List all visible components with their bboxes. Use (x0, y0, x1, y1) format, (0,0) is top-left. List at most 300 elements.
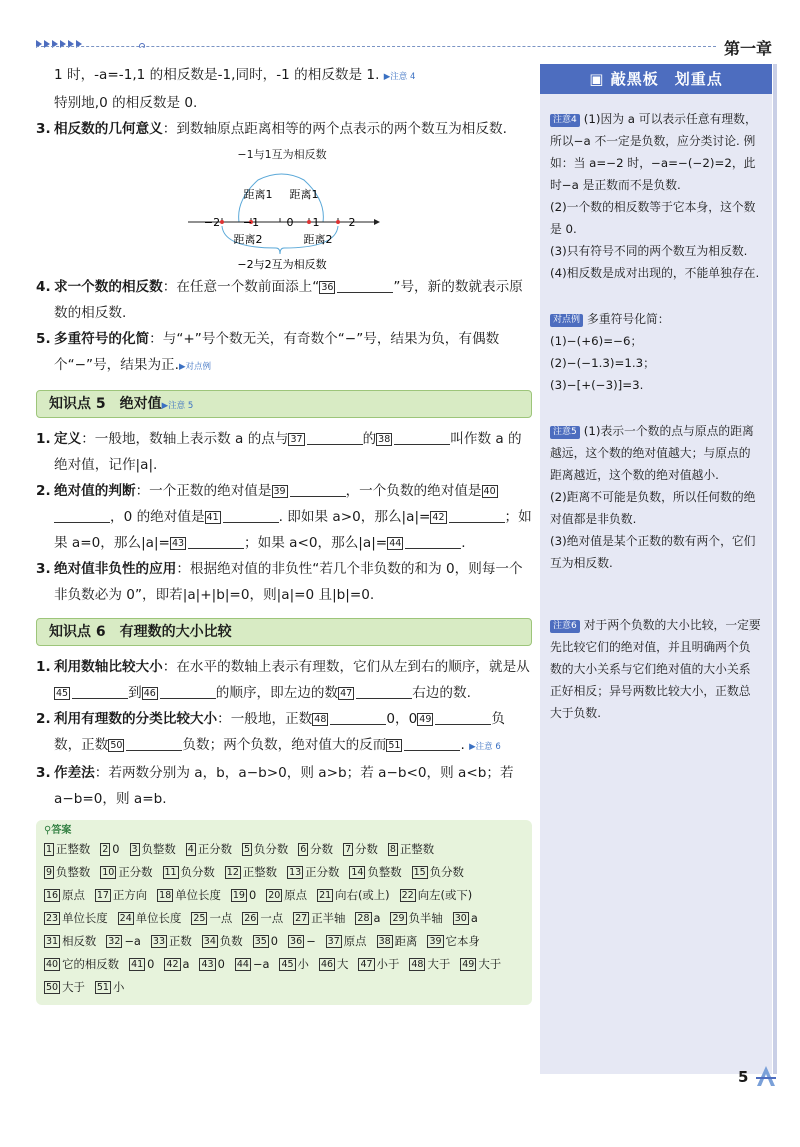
answer-number: 6 (300, 844, 307, 855)
answer-value: −a (252, 957, 270, 971)
note-tag-num: 5 (571, 427, 577, 437)
note-block-4 (550, 108, 762, 284)
text-span: 负数，正数 (54, 711, 505, 753)
answer-number: 17 (96, 890, 109, 901)
answer-item (151, 930, 192, 953)
note-text: (3)只有符号不同的两个数互为相反数. (550, 244, 748, 258)
item-title: 多重符号的化简 (54, 331, 150, 347)
answer-value: 向左(或下) (417, 888, 473, 902)
answer-value: 向右(或上) (335, 888, 390, 902)
answer-value: 正半轴 (311, 911, 346, 925)
distance-label: 距离1 (289, 188, 319, 201)
fill-blank[interactable] (394, 430, 450, 445)
sidebar-title: 敲黑板 划重点 (610, 70, 723, 88)
answer-value: 大于 (427, 957, 451, 971)
note-text: (4)相反数是成对出现的，不能单独存在. (550, 266, 760, 280)
answer-value: 距离 (394, 934, 418, 948)
item-number: 1. (36, 431, 51, 447)
note-tag-text: 注意 (553, 115, 572, 125)
number-line-diagram (36, 144, 532, 270)
answer-value: 大于 (62, 980, 85, 994)
item-number: 5. (36, 331, 51, 347)
answer-item (377, 930, 418, 953)
note-text: (3)绝对值是某个正数的数有两个，它们互为相反数. (550, 534, 756, 570)
answer-label (44, 824, 524, 838)
answer-value: 负整数 (367, 865, 402, 879)
s5-item-2 (36, 478, 532, 556)
sidebar-panel (540, 64, 772, 1074)
answer-item (202, 930, 243, 953)
answer-number: 47 (360, 959, 373, 970)
answer-number: 40 (46, 959, 59, 970)
item-number: 3. (36, 121, 51, 137)
example-title: 多重符号化简： (587, 312, 670, 326)
answer-value: 0 (147, 957, 155, 971)
answer-row (44, 907, 524, 930)
text-span: 的顺序，即左边的数 (215, 685, 339, 701)
fill-blank[interactable] (337, 278, 393, 293)
text-span: 负数；两个负数，绝对值大的反而 (182, 737, 387, 753)
answer-item (400, 884, 473, 907)
tick-label: 0 (286, 216, 294, 229)
text-span: 1 时，-a=-1,1 的相反数是-1,同时，-1 的相反数是 1. (54, 67, 380, 83)
answer-item (355, 907, 380, 930)
blank-number: 45 (56, 688, 69, 699)
answer-box (36, 820, 532, 1005)
fill-blank[interactable] (405, 534, 461, 549)
section-title: 知识点 5 绝对值 (49, 396, 162, 412)
answer-number: 38 (378, 936, 391, 947)
answer-value: 它的相反数 (62, 957, 120, 971)
distance-label: 距离2 (233, 233, 263, 246)
answer-row (44, 953, 524, 976)
answer-item (106, 930, 141, 953)
answer-number: 42 (166, 959, 179, 970)
text-span: ，一个负数的绝对值是 (345, 483, 482, 499)
example-title-line (550, 308, 762, 330)
answer-value: a (373, 911, 381, 925)
top-label: −1与1互为相反数 (237, 148, 327, 161)
answer-value: 相反数 (62, 934, 97, 948)
answer-item (326, 930, 367, 953)
note-ref: ▶注意 4 (383, 72, 416, 82)
answer-value: 0 (217, 957, 225, 971)
item-title: 绝对值非负性的应用 (54, 561, 177, 577)
sidebar-edge (773, 64, 777, 1074)
answer-value: 一点 (260, 911, 284, 925)
text-span: . (461, 535, 466, 551)
header-rule (36, 46, 716, 47)
answer-number: 49 (462, 959, 475, 970)
answer-item (319, 953, 349, 976)
fill-blank[interactable] (72, 684, 128, 699)
answer-value: 原点 (62, 888, 85, 902)
item-number: 4. (36, 279, 51, 295)
tick-label: 2 (348, 216, 356, 229)
answer-number: 51 (96, 982, 109, 993)
fill-blank[interactable] (307, 430, 363, 445)
answer-row (44, 838, 524, 861)
answer-item (95, 976, 125, 999)
answer-value: 正整数 (399, 842, 435, 856)
answer-value: − (306, 934, 316, 948)
answer-number: 37 (327, 936, 340, 947)
answer-item (100, 838, 119, 861)
answer-item (390, 907, 442, 930)
answer-number: 22 (401, 890, 414, 901)
answer-item (293, 907, 345, 930)
answer-value: 小于 (376, 957, 400, 971)
answer-item (253, 930, 278, 953)
answer-value: 分数 (355, 842, 378, 856)
answer-number: 3 (131, 844, 138, 855)
text-span: ：一个正数的绝对值是 (135, 483, 272, 499)
answer-value: 单位长度 (135, 911, 182, 925)
fill-blank[interactable] (223, 508, 279, 523)
answer-item (266, 884, 307, 907)
answer-value: 原点 (343, 934, 367, 948)
text-span: ：在水平的数轴上表示有理数，它们从左到右的顺序，就是从 (162, 659, 530, 675)
answer-number: 23 (46, 913, 59, 924)
answer-item (388, 838, 434, 861)
s5-item-3 (36, 556, 532, 608)
answer-item (427, 930, 479, 953)
note-line (550, 108, 762, 196)
distance-label: 距离2 (303, 233, 333, 246)
answer-number: 46 (320, 959, 334, 970)
note-tag-num: 4 (571, 115, 577, 125)
answer-item (129, 953, 154, 976)
answer-value: 正数 (169, 934, 192, 948)
distance-label: 距离1 (243, 188, 273, 201)
answer-item (44, 861, 90, 884)
blank-number: 48 (314, 714, 327, 725)
note-block-6 (550, 614, 762, 724)
blank-number: 51 (388, 740, 401, 751)
answer-number: 1 (46, 844, 53, 855)
answer-value: 负数 (219, 934, 243, 948)
item-title: 求一个数的相反数 (54, 279, 163, 295)
answer-number: 8 (389, 844, 396, 855)
text-span: 到 (128, 685, 142, 701)
answer-item (44, 953, 119, 976)
answer-number: 45 (281, 959, 294, 970)
blank-number: 47 (340, 688, 353, 699)
tick-label: −1 (242, 216, 260, 229)
answer-value: 小 (297, 957, 309, 971)
blank-number: 38 (378, 434, 391, 445)
text-span: ：在任意一个数前面添上“ (162, 279, 320, 295)
tick-label: 1 (312, 216, 320, 229)
answer-item (118, 907, 182, 930)
answer-number: 13 (289, 867, 302, 878)
page-number: 5 (738, 1068, 749, 1086)
answer-number: 32 (108, 936, 121, 947)
answer-value: 0 (248, 888, 257, 902)
blank-number: 46 (143, 688, 156, 699)
fill-blank[interactable] (356, 684, 412, 699)
answer-item (298, 838, 333, 861)
answer-item (288, 930, 316, 953)
blank-number: 49 (419, 714, 432, 725)
answer-number: 16 (46, 890, 59, 901)
answer-item (409, 953, 450, 976)
answer-item (317, 884, 390, 907)
blank-number: 50 (110, 740, 123, 751)
example-line: (2)−(−1.3)=1.3； (550, 356, 655, 370)
note-block-5 (550, 420, 762, 574)
answer-label-text: 答案 (51, 825, 72, 836)
blackboard-icon: ▣ (589, 70, 611, 88)
s6-item-1 (36, 654, 532, 706)
answer-value: 0 (270, 934, 279, 948)
answer-item (186, 838, 232, 861)
note-line (550, 614, 762, 724)
answer-number: 11 (164, 867, 177, 878)
answer-number: 9 (46, 867, 53, 878)
note-text: (1)因为 a 可以表示任意有理数，所以−a 不一定是负数，应分类讨论. 例如：当 a=−2 时，−a=−(−2)=2，此时−a 是正数而不是负数. (550, 112, 757, 192)
answer-number: 44 (236, 959, 249, 970)
answer-value: 它本身 (445, 934, 480, 948)
note-tag-text: 注意 (553, 427, 572, 437)
answer-item (231, 884, 256, 907)
answer-number: 28 (357, 913, 370, 924)
answer-value: 正分数 (305, 865, 340, 879)
text-span: ：与“+”号个数无关，有奇数个“−”号，结果为负，有偶数个“−”号，结果为正. (54, 331, 500, 373)
text-span: ”号，新的数就表示原数的相反数. (54, 279, 523, 321)
answer-row (44, 976, 524, 999)
answer-value: 原点 (284, 888, 308, 902)
answer-number: 33 (152, 936, 165, 947)
blank-number: 44 (389, 538, 402, 549)
text-line (36, 62, 532, 90)
text-span: 的 (362, 431, 377, 447)
answer-item (44, 930, 96, 953)
answer-value: 正整数 (56, 842, 91, 856)
answer-number: 29 (392, 913, 405, 924)
answer-number: 43 (201, 959, 214, 970)
text-span: ；如果 a=0，那么|a|= (54, 509, 532, 551)
answer-item (164, 953, 189, 976)
answer-value: 负分数 (254, 842, 289, 856)
answer-value: 小 (112, 980, 125, 994)
note-text: (2)距离不可能是负数，所以任何数的绝对值都是非负数. (550, 490, 756, 526)
answer-item (235, 953, 270, 976)
answer-value: 单位长度 (62, 911, 108, 925)
answer-item (453, 907, 478, 930)
s6-item-2 (36, 706, 532, 760)
answer-value: 一点 (209, 911, 233, 925)
blank-number: 40 (483, 486, 496, 497)
note-tag (550, 426, 580, 439)
item-text: ：到数轴原点距离相等的两个点表示的两个数互为相反数. (162, 121, 507, 137)
answer-item (44, 838, 90, 861)
answer-item (279, 953, 309, 976)
item-title: 作差法 (54, 765, 95, 781)
answer-number: 26 (244, 913, 257, 924)
fill-blank[interactable] (404, 736, 460, 751)
fill-blank[interactable] (330, 710, 386, 725)
section-title: 知识点 6 有理数的大小比较 (49, 624, 232, 640)
note-ref: ▶注意 5 (161, 401, 194, 411)
text-span: ：一般地，正数 (217, 711, 313, 727)
answer-value: 负半轴 (408, 911, 443, 925)
answer-number: 39 (429, 936, 442, 947)
answer-item (44, 884, 85, 907)
answer-number: 12 (226, 867, 239, 878)
note-tag (550, 114, 580, 127)
item-number: 3. (36, 561, 51, 577)
answer-item (130, 838, 176, 861)
fill-blank[interactable] (188, 534, 244, 549)
answer-number: 4 (187, 844, 194, 855)
item-number: 2. (36, 711, 51, 727)
text-line: 特别地,0 的相反数是 0. (54, 95, 198, 111)
answer-item (44, 976, 85, 999)
answer-item (157, 884, 221, 907)
text-span: 右边的数. (412, 685, 471, 701)
note-tag (550, 620, 580, 633)
blank-number: 42 (432, 512, 445, 523)
answer-number: 14 (351, 867, 364, 878)
item-number: 2. (36, 483, 51, 499)
item-title: 相反数的几何意义 (54, 121, 163, 137)
answer-item (95, 884, 147, 907)
fill-blank[interactable] (126, 736, 182, 751)
answer-value: 负分数 (429, 865, 464, 879)
fill-blank[interactable] (435, 710, 491, 725)
text-span: 0，0 (386, 711, 418, 727)
answer-row (44, 930, 524, 953)
answer-number: 18 (159, 890, 172, 901)
sidebar-body (540, 94, 772, 724)
answer-item (460, 953, 501, 976)
item-4 (36, 274, 532, 326)
answer-row (44, 861, 524, 884)
answer-number: 30 (454, 913, 467, 924)
answer-number: 36 (290, 936, 303, 947)
answer-number: 24 (119, 913, 132, 924)
item-3 (36, 116, 532, 142)
note-tag-text: 注意 (553, 621, 572, 631)
answer-value: 正分数 (197, 842, 232, 856)
note-text: (2)一个数的相反数等于它本身，这个数是 0. (550, 200, 756, 236)
answer-value: 分数 (310, 842, 334, 856)
answer-value: 负整数 (56, 865, 91, 879)
note-tag-num: 6 (571, 621, 577, 631)
blank-number: 37 (290, 434, 303, 445)
answer-value: 大 (337, 957, 349, 971)
answer-item (349, 861, 401, 884)
answer-item (242, 907, 283, 930)
item-title: 绝对值的判断 (54, 483, 136, 499)
answer-item (191, 907, 232, 930)
answer-number: 41 (131, 959, 144, 970)
answer-value: a (182, 957, 190, 971)
answer-item (163, 861, 215, 884)
answer-item (242, 838, 288, 861)
text-span: ，0 的绝对值是 (110, 509, 205, 525)
number-line-figure (36, 144, 532, 270)
answer-item (225, 861, 277, 884)
answer-number: 10 (102, 867, 115, 878)
answer-number: 19 (232, 890, 245, 901)
example-block (550, 308, 762, 396)
answer-number: 21 (319, 890, 332, 901)
s5-item-1 (36, 426, 532, 478)
sidebar-header (540, 64, 772, 94)
example-line: (3)−[+(−3)]=3. (550, 378, 644, 392)
note-line (550, 420, 762, 486)
answer-number: 7 (345, 844, 352, 855)
tick-label: −2 (203, 216, 221, 229)
section-heading-6 (36, 618, 532, 646)
fill-blank[interactable] (449, 508, 505, 523)
blank-number: 39 (273, 486, 286, 497)
text-span: . 即如果 a>0，那么|a|= (278, 509, 431, 525)
answer-number: 5 (244, 844, 251, 855)
fill-blank[interactable] (160, 684, 216, 699)
example-line: (1)−(+6)=−6； (550, 334, 643, 348)
note-text: 对于两个负数的大小比较，一定要先比较它们的绝对值，并且明确两个负数的大小关系与它们绝对值的大小关系正好相反；异号两数比较大小，正数总大于负数. (550, 618, 761, 720)
answer-number: 35 (254, 936, 267, 947)
answer-number: 15 (413, 867, 426, 878)
answer-value: 负分数 (180, 865, 215, 879)
answer-number: 25 (193, 913, 206, 924)
answer-value: a (470, 911, 478, 925)
answer-value: 负整数 (141, 842, 176, 856)
answer-item (44, 907, 108, 930)
fill-blank[interactable] (290, 482, 346, 497)
answer-item (199, 953, 224, 976)
fill-blank[interactable] (54, 508, 110, 523)
item-number: 3. (36, 765, 51, 781)
answer-row (44, 884, 524, 907)
answer-item (287, 861, 339, 884)
blank-number: 43 (171, 538, 185, 549)
note-ref: ▶对点例 (178, 362, 211, 372)
bottom-label: −2与2互为相反数 (237, 258, 327, 270)
section-heading-5 (36, 390, 532, 418)
answer-number: 20 (268, 890, 281, 901)
note-text: (1)表示一个数的点与原点的距离越远，这个数的绝对值越大；与原点的距离越近，这个数的绝对值越小. (550, 424, 754, 482)
text-span: ：根据绝对值的非负性“若几个非负数的和为 0，则每一个非负数必为 0”，即若|a|+|b|=0，则|a|=0 且|b|=0. (54, 561, 523, 603)
text-span: . (460, 737, 465, 753)
main-content (36, 62, 532, 1005)
answer-number: 2 (102, 844, 109, 855)
answer-number: 48 (411, 959, 424, 970)
example-tag: 对点例 (550, 314, 583, 327)
key-icon: ⚲ (44, 825, 52, 836)
answer-number: 31 (46, 936, 59, 947)
answer-item (100, 861, 152, 884)
answer-number: 50 (46, 982, 59, 993)
s6-item-3 (36, 760, 532, 812)
answer-value: 大于 (478, 957, 502, 971)
item-title: 利用数轴比较大小 (54, 659, 163, 675)
answer-value: 正分数 (118, 865, 153, 879)
answer-value: 正方向 (112, 888, 148, 902)
answer-item (358, 953, 399, 976)
item-title: 定义 (54, 431, 82, 447)
text-span: ；如果 a<0，那么|a|= (244, 535, 388, 551)
compass-logo-icon (754, 1064, 778, 1088)
blank-number: 41 (206, 512, 219, 523)
text-span: 叫作数 a 的绝对值，记作|a|. (54, 431, 522, 473)
answer-value: 正整数 (242, 865, 278, 879)
item-title: 利用有理数的分类比较大小 (54, 711, 218, 727)
answer-item (343, 838, 378, 861)
